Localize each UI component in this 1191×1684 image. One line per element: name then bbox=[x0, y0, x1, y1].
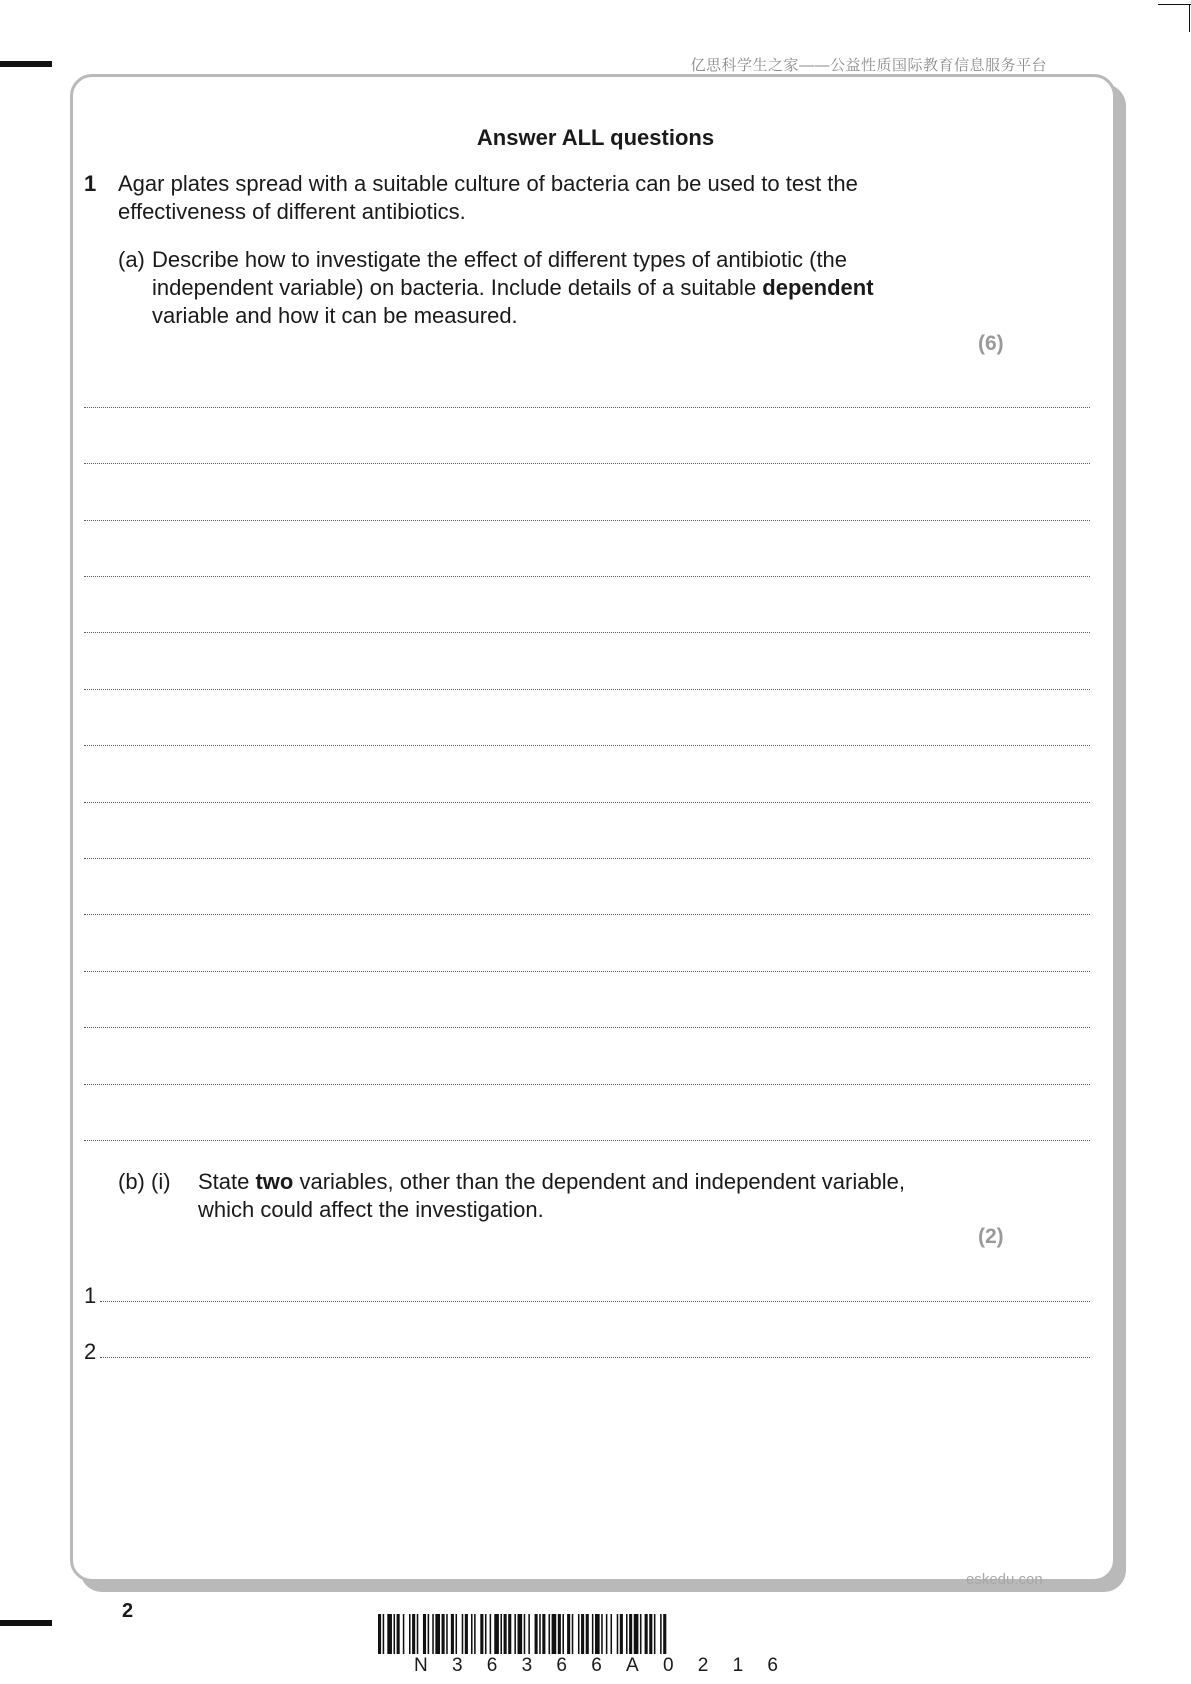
barcode-bar bbox=[572, 1614, 574, 1654]
barcode-bar bbox=[494, 1614, 499, 1654]
barcode-bar bbox=[471, 1614, 473, 1654]
barcode-bar bbox=[601, 1614, 603, 1654]
barcode-digit: 6 bbox=[556, 1655, 567, 1676]
barcode-bar bbox=[660, 1614, 662, 1654]
barcode-digits bbox=[378, 1655, 814, 1677]
barcode-digit: 3 bbox=[521, 1655, 533, 1676]
answer-number-2: 2 bbox=[84, 1339, 97, 1364]
answer-line[interactable] bbox=[84, 745, 1090, 746]
watermark-top: 亿思科学生之家——公益性质国际教育信息服务平台 bbox=[690, 57, 1047, 74]
barcode-bar bbox=[592, 1614, 594, 1654]
crop-mark-top-right-h bbox=[1158, 4, 1191, 5]
answer-line-1[interactable] bbox=[100, 1301, 1090, 1302]
barcode-bar bbox=[606, 1614, 608, 1654]
barcode-bar bbox=[549, 1614, 551, 1654]
barcode-bar bbox=[562, 1614, 564, 1654]
answer-line[interactable] bbox=[84, 576, 1090, 577]
question-stem-line2: effectiveness of different antibiotics. bbox=[118, 199, 466, 224]
answer-line[interactable] bbox=[84, 689, 1090, 690]
barcode-bar bbox=[586, 1614, 589, 1654]
barcode-bar bbox=[474, 1614, 476, 1654]
barcode-bar bbox=[446, 1614, 448, 1654]
barcode-bar bbox=[649, 1614, 652, 1654]
barcode-bar bbox=[524, 1614, 526, 1654]
barcode-bar bbox=[626, 1614, 628, 1654]
barcode-digit: 6 bbox=[767, 1655, 778, 1676]
barcode-bar bbox=[504, 1614, 507, 1654]
barcode-bar bbox=[508, 1614, 511, 1654]
part-b-line1 bbox=[198, 1168, 905, 1196]
barcode bbox=[378, 1614, 814, 1654]
part-a-line2-text: independent variable) on bacteria. Include details of a suitable bbox=[152, 275, 763, 300]
barcode-bar bbox=[403, 1614, 405, 1654]
barcode-digit: 1 bbox=[732, 1655, 744, 1676]
barcode-digit: A bbox=[626, 1655, 639, 1676]
barcode-bar bbox=[558, 1614, 561, 1654]
barcode-bar bbox=[442, 1614, 445, 1654]
part-b-keyword-two: two bbox=[255, 1169, 294, 1194]
answer-line-2[interactable] bbox=[100, 1357, 1090, 1358]
part-a-line1: Describe how to investigate the effect of different types of antibiotic (the bbox=[152, 247, 848, 272]
barcode-bar bbox=[409, 1614, 411, 1654]
answer-line[interactable] bbox=[84, 1140, 1090, 1141]
answer-line[interactable] bbox=[84, 632, 1090, 633]
barcode-bar bbox=[456, 1614, 458, 1654]
barcode-bar bbox=[620, 1614, 623, 1654]
part-a-keyword-dependent: dependent bbox=[762, 275, 874, 300]
barcode-bar bbox=[552, 1614, 557, 1654]
barcode-bar bbox=[514, 1614, 516, 1654]
barcode-bar bbox=[640, 1614, 642, 1654]
barcode-bar bbox=[383, 1614, 385, 1654]
crop-mark-top-left bbox=[0, 61, 52, 67]
barcode-bar bbox=[542, 1614, 545, 1654]
barcode-bar bbox=[578, 1614, 580, 1654]
barcode-bar bbox=[378, 1614, 381, 1654]
crop-mark-top-right-v bbox=[1189, 4, 1190, 32]
barcode-bar bbox=[645, 1614, 648, 1654]
barcode-bar bbox=[394, 1614, 396, 1654]
answer-line[interactable] bbox=[84, 520, 1090, 521]
barcode-bar bbox=[629, 1614, 632, 1654]
part-b-marks: (2) bbox=[978, 1225, 1004, 1248]
barcode-bar bbox=[412, 1614, 415, 1654]
answer-line[interactable] bbox=[84, 914, 1090, 915]
part-a-label: (a) bbox=[118, 247, 145, 272]
part-a-line2 bbox=[152, 274, 874, 302]
barcode-bar bbox=[634, 1614, 639, 1654]
barcode-digit: 0 bbox=[662, 1655, 674, 1676]
answer-line[interactable] bbox=[84, 971, 1090, 972]
part-b-line1-post: variables, other than the dependent and independent variable, bbox=[293, 1169, 905, 1194]
barcode-digit: 3 bbox=[451, 1655, 463, 1676]
answer-line[interactable] bbox=[84, 463, 1090, 464]
barcode-bar bbox=[567, 1614, 570, 1654]
part-b-label: (b) (i) bbox=[118, 1169, 171, 1194]
barcode-bar bbox=[539, 1614, 541, 1654]
part-a-marks: (6) bbox=[978, 332, 1004, 355]
barcode-bar bbox=[518, 1614, 523, 1654]
question-number: 1 bbox=[84, 171, 97, 196]
crop-mark-bottom-left bbox=[0, 1620, 52, 1626]
page-number: 2 bbox=[122, 1600, 134, 1622]
barcode-bar bbox=[428, 1614, 430, 1654]
barcode-bar bbox=[397, 1614, 400, 1654]
barcode-bar bbox=[617, 1614, 619, 1654]
answer-line[interactable] bbox=[84, 1027, 1090, 1028]
barcode-digit: 6 bbox=[486, 1655, 498, 1676]
barcode-bar bbox=[663, 1614, 666, 1654]
barcode-bar bbox=[485, 1614, 487, 1654]
barcode-bar bbox=[387, 1614, 392, 1654]
answer-line[interactable] bbox=[84, 858, 1090, 859]
barcode-bar bbox=[581, 1614, 584, 1654]
barcode-bar bbox=[462, 1614, 464, 1654]
part-b-line2: which could affect the investigation. bbox=[198, 1197, 544, 1222]
barcode-bar bbox=[528, 1614, 530, 1654]
barcode-bar bbox=[654, 1614, 656, 1654]
barcode-digit: 2 bbox=[697, 1655, 709, 1676]
barcode-digit: 6 bbox=[591, 1655, 602, 1676]
barcode-bar bbox=[595, 1614, 600, 1654]
barcode-bar bbox=[423, 1614, 426, 1654]
barcode-bar bbox=[480, 1614, 483, 1654]
barcode-digit: N bbox=[414, 1655, 428, 1676]
barcode-bar bbox=[490, 1614, 492, 1654]
footer-watermark: eskedu.con bbox=[966, 1571, 1043, 1588]
part-b-line1-pre: State bbox=[198, 1169, 256, 1194]
barcode-bar bbox=[465, 1614, 468, 1654]
answer-line[interactable] bbox=[84, 407, 1090, 408]
barcode-bar bbox=[611, 1614, 613, 1654]
answer-line[interactable] bbox=[84, 1084, 1090, 1085]
barcode-bar bbox=[432, 1614, 434, 1654]
page-heading: Answer ALL questions bbox=[476, 125, 715, 150]
barcode-bar bbox=[417, 1614, 419, 1654]
question-stem-line1: Agar plates spread with a suitable culture of bacteria can be used to test the bbox=[118, 171, 858, 196]
answer-line[interactable] bbox=[84, 802, 1090, 803]
part-a-line3: variable and how it can be measured. bbox=[152, 303, 518, 328]
barcode-bar bbox=[451, 1614, 454, 1654]
answer-number-1: 1 bbox=[84, 1283, 97, 1308]
barcode-bar bbox=[435, 1614, 440, 1654]
barcode-bar bbox=[535, 1614, 538, 1654]
barcode-bar bbox=[500, 1614, 502, 1654]
